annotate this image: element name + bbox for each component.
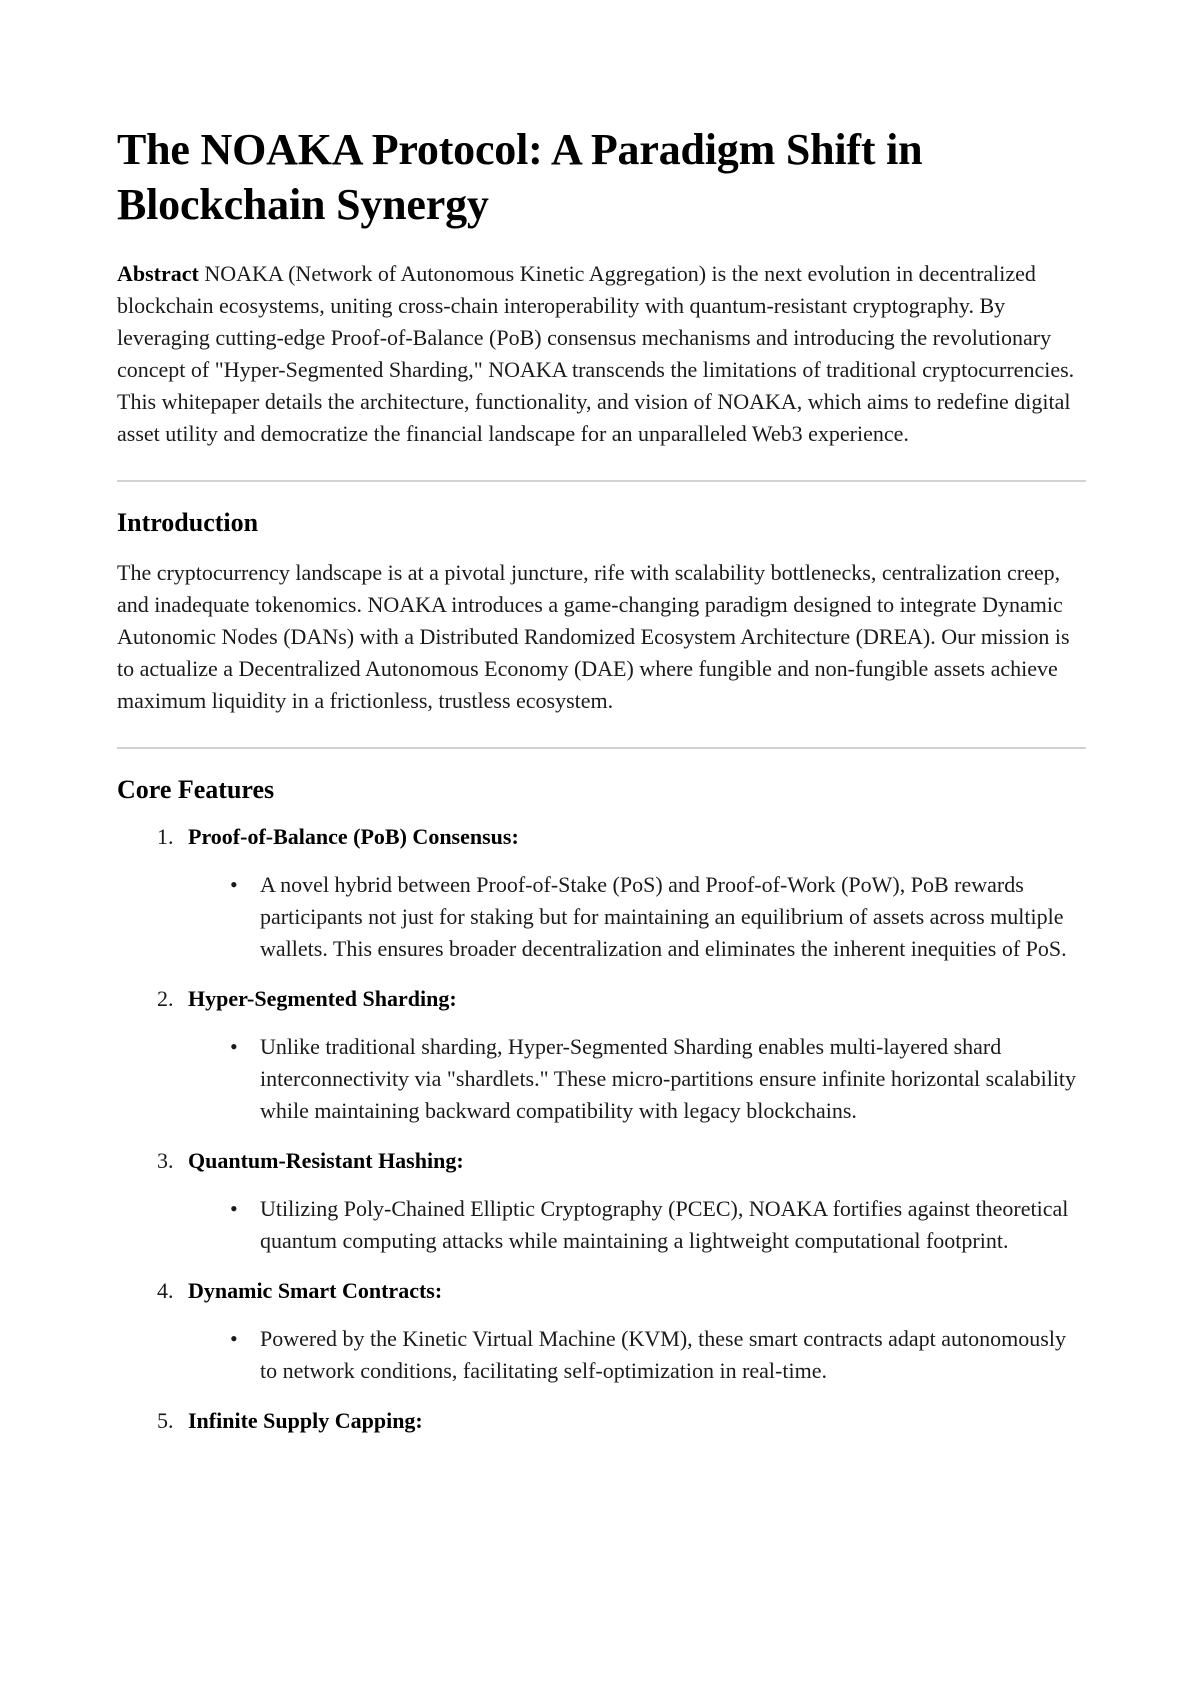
abstract-paragraph: [117, 258, 1086, 450]
abstract-text: NOAKA (Network of Autonomous Kinetic Aggregation) is the next evolution in decentralized blockchain ecosystems, uniting cross-chain interoperability with quantum-resistant cryptography. By leveraging cutting-edge Proof-of-Balance (PoB) consensus mechanisms and introducing the revolutionary concept of "Hyper-Segmented Sharding," NOAKA transcends the limitations of traditional cryptocurrencies. This whitepaper details the architecture, functionality, and vision of NOAKA, which aims to redefine digital asset utility and democratize the financial landscape for an unparalleled Web3 experience.: [117, 261, 1075, 446]
feature-detail-list: [188, 869, 1086, 965]
introduction-heading: Introduction: [117, 508, 259, 537]
list-number: 4.: [157, 1278, 174, 1303]
feature-detail-list: [188, 1193, 1086, 1257]
section-divider: [117, 480, 1086, 482]
introduction-paragraph: The cryptocurrency landscape is at a pivotal juncture, rife with scalability bottlenecks, centralization creep, and inadequate tokenomics. NOAKA introduces a game-changing paradigm designed to integrate Dynamic Autonomic Nodes (DANs) with a Distributed Randomized Ecosystem Architecture (DREA). Our mission is to actualize a Decentralized Autonomous Economy (DAE) where fungible and non-fungible assets achieve maximum liquidity in a frictionless, trustless ecosystem.: [117, 560, 1070, 713]
document-title: The NOAKA Protocol: A Paradigm Shift in Blockchain Synergy: [117, 125, 923, 229]
list-number: 1.: [157, 824, 174, 849]
feature-title: Hyper-Segmented Sharding:: [188, 986, 457, 1011]
core-features-heading: Core Features: [117, 775, 275, 804]
feature-detail-list: [188, 1323, 1086, 1387]
feature-detail-text: A novel hybrid between Proof-of-Stake (PoS) and Proof-of-Work (PoW), PoB rewards participants not just for staking but for maintaining an equilibrium of assets across multiple wallets. This ensures broader decentralization and eliminates the inherent inequities of PoS.: [260, 872, 1067, 961]
feature-detail-item: [230, 869, 1086, 965]
feature-detail-item: [230, 1031, 1086, 1127]
feature-detail-item: [230, 1193, 1086, 1257]
feature-title-row: [157, 1405, 1086, 1437]
feature-title: Dynamic Smart Contracts:: [188, 1278, 443, 1303]
list-number: 2.: [157, 986, 174, 1011]
feature-item-dynamic-smart-contracts: [157, 1275, 1086, 1387]
feature-detail-text: Unlike traditional sharding, Hyper-Segmented Sharding enables multi-layered shard interconnectivity via "shardlets." These micro-partitions ensure infinite horizontal scalability while maintaining backward compatibility with legacy blockchains.: [260, 1034, 1077, 1123]
list-number: 5.: [157, 1408, 174, 1433]
feature-item-pob-consensus: [157, 821, 1086, 965]
feature-item-hyper-segmented-sharding: [157, 983, 1086, 1127]
feature-title-row: [157, 1275, 1086, 1307]
feature-title-row: [157, 821, 1086, 853]
feature-detail-list: [188, 1031, 1086, 1127]
feature-title: Infinite Supply Capping:: [188, 1408, 423, 1433]
bullet-marker: •: [230, 1196, 238, 1221]
feature-title-row: [157, 983, 1086, 1015]
section-divider: [117, 747, 1086, 749]
bullet-marker: •: [230, 872, 238, 897]
feature-title: Quantum-Resistant Hashing:: [188, 1148, 464, 1173]
list-number: 3.: [157, 1148, 174, 1173]
feature-title-row: [157, 1145, 1086, 1177]
feature-item-quantum-resistant-hashing: [157, 1145, 1086, 1257]
feature-detail-item: [230, 1323, 1086, 1387]
feature-detail-text: Utilizing Poly-Chained Elliptic Cryptography (PCEC), NOAKA fortifies against theoretical quantum computing attacks while maintaining a lightweight computational footprint.: [260, 1196, 1069, 1253]
feature-item-infinite-supply-capping: [157, 1405, 1086, 1437]
core-features-list: [117, 821, 1086, 1437]
bullet-marker: •: [230, 1326, 238, 1351]
bullet-marker: •: [230, 1034, 238, 1059]
feature-detail-text: Powered by the Kinetic Virtual Machine (KVM), these smart contracts adapt autonomously to network conditions, facilitating self-optimization in real-time.: [260, 1326, 1066, 1383]
abstract-label: Abstract: [117, 261, 199, 286]
feature-title: Proof-of-Balance (PoB) Consensus:: [188, 824, 519, 849]
